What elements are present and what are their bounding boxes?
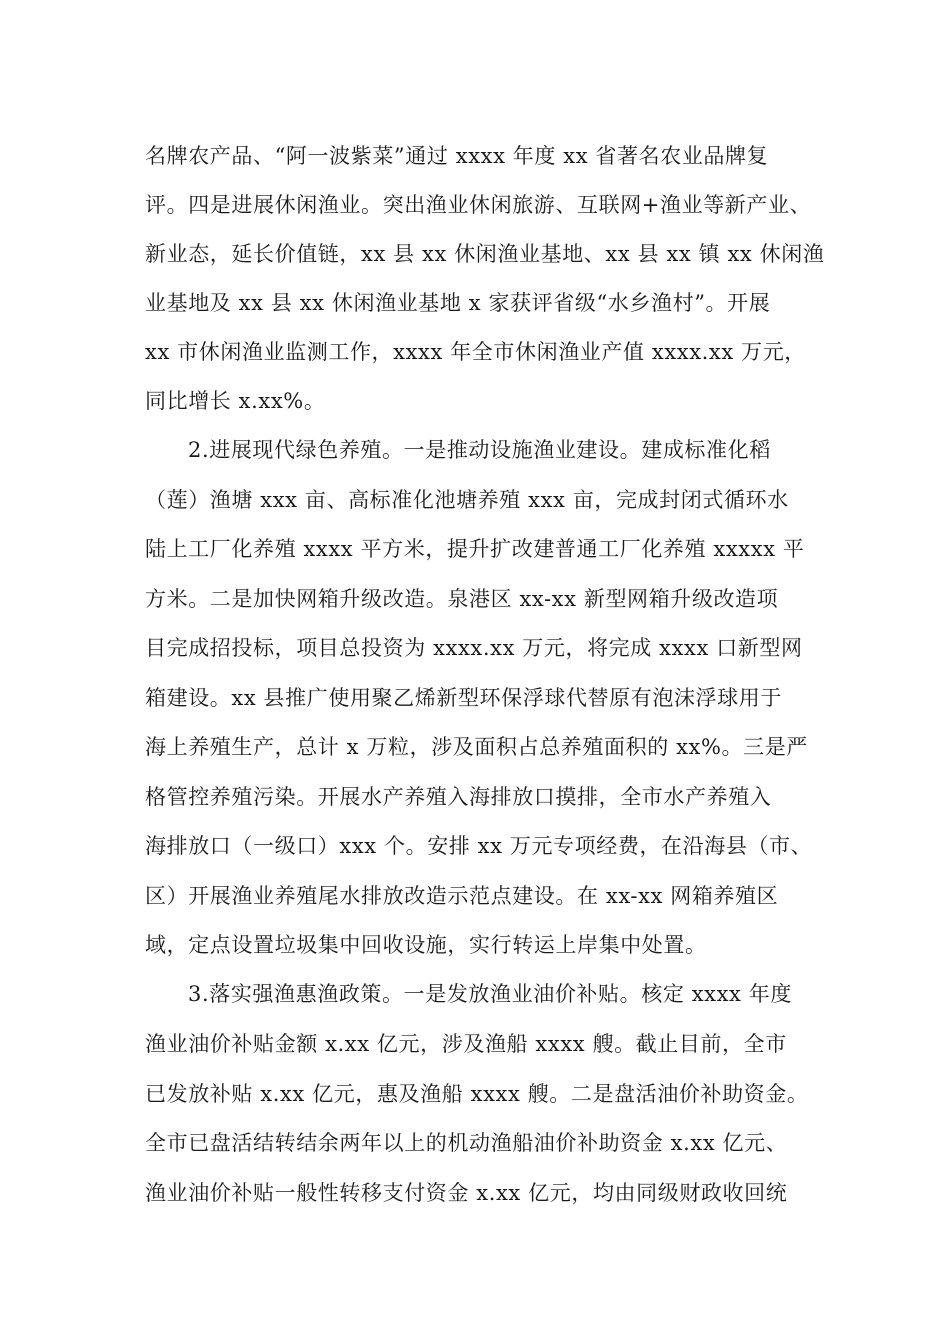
- text-line: 区）开展渔业养殖尾水排放改造示范点建设。在 xx-xx 网箱养殖区: [145, 884, 779, 908]
- text-line: 渔业油价补贴一般性转移支付资金 x.xx 亿元，均由同级财政收回统: [145, 1181, 788, 1205]
- text-line: 名牌农产品、“阿一波紫菜”通过 xxxx 年度 xx 省著名农业品牌复: [145, 144, 769, 168]
- text-line: 格管控养殖污染。开展水产养殖入海排放口摸排，全市水产养殖入: [145, 785, 772, 809]
- text-line: 已发放补贴 x.xx 亿元，惠及渔船 xxxx 艘。二是盘活油价补助资金。: [145, 1082, 809, 1106]
- text-line: 域，定点设置垃圾集中回收设施，实行转运上岸集中处置。: [145, 933, 707, 957]
- text-line: 海上养殖生产，总计 x 万粒，涉及面积占总养殖面积的 xx%。三是严: [145, 735, 808, 759]
- text-line: 新业态，延长价值链，xx 县 xx 休闲渔业基地、xx 县 xx 镇 xx 休闲渔: [145, 242, 825, 266]
- paragraph-heading-3: 3.落实强渔惠渔政策。一是发放渔业油价补贴。核定 xxxx 年度: [188, 982, 792, 1006]
- text-line: 陆上工厂化养殖 xxxx 平方米，提升扩改建普通工厂化养殖 xxxxx 平: [145, 537, 805, 561]
- text-line: 方米。二是加快网箱升级改造。泉港区 xx-xx 新型网箱升级改造项: [145, 587, 779, 611]
- text-line: 海排放口（一级口）xxx 个。安排 xx 万元专项经费，在沿海县（市、: [145, 834, 813, 858]
- text-line: （莲）渔塘 xxx 亩、高标准化池塘养殖 xxx 亩，完成封闭式循环水: [145, 488, 789, 512]
- text-line: 渔业油价补贴金额 x.xx 亿元，涉及渔船 xxxx 艘。截止目前，全市: [145, 1032, 787, 1056]
- text-line: 目完成招投标，项目总投资为 xxxx.xx 万元，将完成 xxxx 口新型网: [145, 636, 803, 660]
- text-line: 箱建设。xx 县推广使用聚乙烯新型环保浮球代替原有泡沫浮球用于: [145, 686, 782, 710]
- text-line: xx 市休闲渔业监测工作，xxxx 年全市休闲渔业产值 xxxx.xx 万元，: [145, 340, 806, 364]
- paragraph-heading-2: 2.进展现代绿色养殖。一是推动设施渔业建设。建成标准化稻: [188, 438, 771, 462]
- text-line: 评。四是进展休闲渔业。突出渔业休闲旅游、互联网+渔业等新产业、: [145, 193, 812, 217]
- text-line: 同比增长 x.xx%。: [145, 389, 326, 413]
- text-line: 全市已盘活结转结余两年以上的机动渔船油价补助资金 x.xx 亿元、: [145, 1131, 788, 1155]
- text-line: 业基地及 xx 县 xx 休闲渔业基地 x 家获评省级“水乡渔村”。开展: [145, 291, 771, 315]
